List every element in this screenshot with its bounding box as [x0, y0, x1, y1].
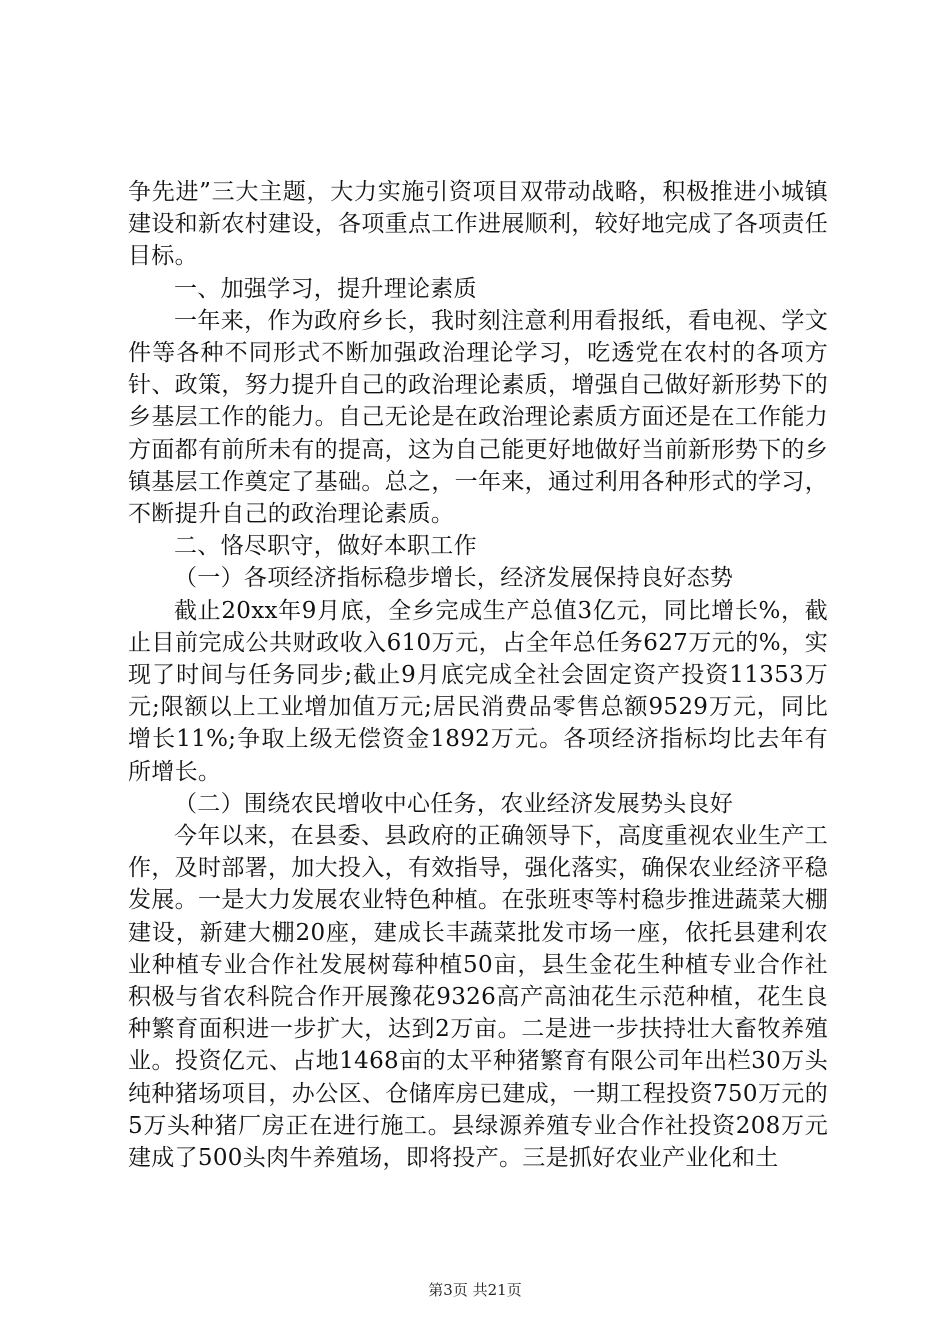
paragraph-agriculture: 今年以来，在县委、县政府的正确领导下，高度重视农业生产工作，及时部署，加大投入，有效指导，强化落实，确保农业经济平稳发展。一是大力发展农业特色种植。在张班枣等村稳步推进蔬菜大棚建设，新建大棚20座，建成长丰蔬菜批发市场一座，依托县建利农业种植专业合作社发展树莓种植50亩，县生金花生种植专业合作社积极与省农科院合作开展豫花9326高产高油花生示范种植，花生良种繁育面积进一步扩大，达到2万亩。二是进一步扶持壮大畜牧养殖业。投资亿元、占地1468亩的太平种猪繁育有限公司年出栏30万头纯种猪场项目，办公区、仓储库房已建成，一期工程投资750万元的5万头种猪厂房正在进行施工。县绿源养殖专业合作社投资208万元建成了500头肉牛养殖场，即将投产。三是抓好农业产业化和土	[128, 823, 828, 1172]
paragraph-continuation: 争先进”三大主题，大力实施引资项目双带动战略，积极推进小城镇建设和新农村建设，各项重点工作进展顺利，较好地完成了各项责任目标。	[128, 179, 828, 270]
page-number-footer: 第3页 共21页	[428, 1281, 522, 1299]
subsection-heading-2: （二）围绕农民增收中心任务，农业经济发展势头良好	[174, 790, 734, 817]
paragraph-study: 一年来，作为政府乡长，我时刻注意利用看报纸，看电视、学文件等各种不同形式不断加强政治理论学习，吃透党在农村的各项方针、政策，努力提升自己的政治理论素质，增强自己做好新形势下的乡基层工作的能力。自己无论是在政治理论素质方面还是在工作能力方面都有前所未有的提高，这为自己能更好地做好当前新形势下的乡镇基层工作奠定了基础。总之，一年来，通过利用各种形式的学习，不断提升自己的政治理论素质。	[128, 307, 828, 528]
subsection-heading-1: （一）各项经济指标稳步增长，经济发展保持良好态势	[174, 565, 734, 592]
paragraph-economy: 截止20xx年9月底，全乡完成生产总值3亿元，同比增长%，截止目前完成公共财政收入610万元，占全年总任务627万元的%，实现了时间与任务同步;截止9月底完成全社会固定资产投资11353万元;限额以上工业增加值万元;居民消费品零售总额9529万元，同比增长11%;争取上级无偿资金1892万元。各项经济指标均比去年有所增长。	[128, 597, 828, 785]
section-heading-1: 一、加强学习，提升理论素质	[174, 275, 477, 302]
section-heading-2: 二、恪尽职守，做好本职工作	[174, 533, 477, 560]
document-body	[128, 176, 828, 1174]
